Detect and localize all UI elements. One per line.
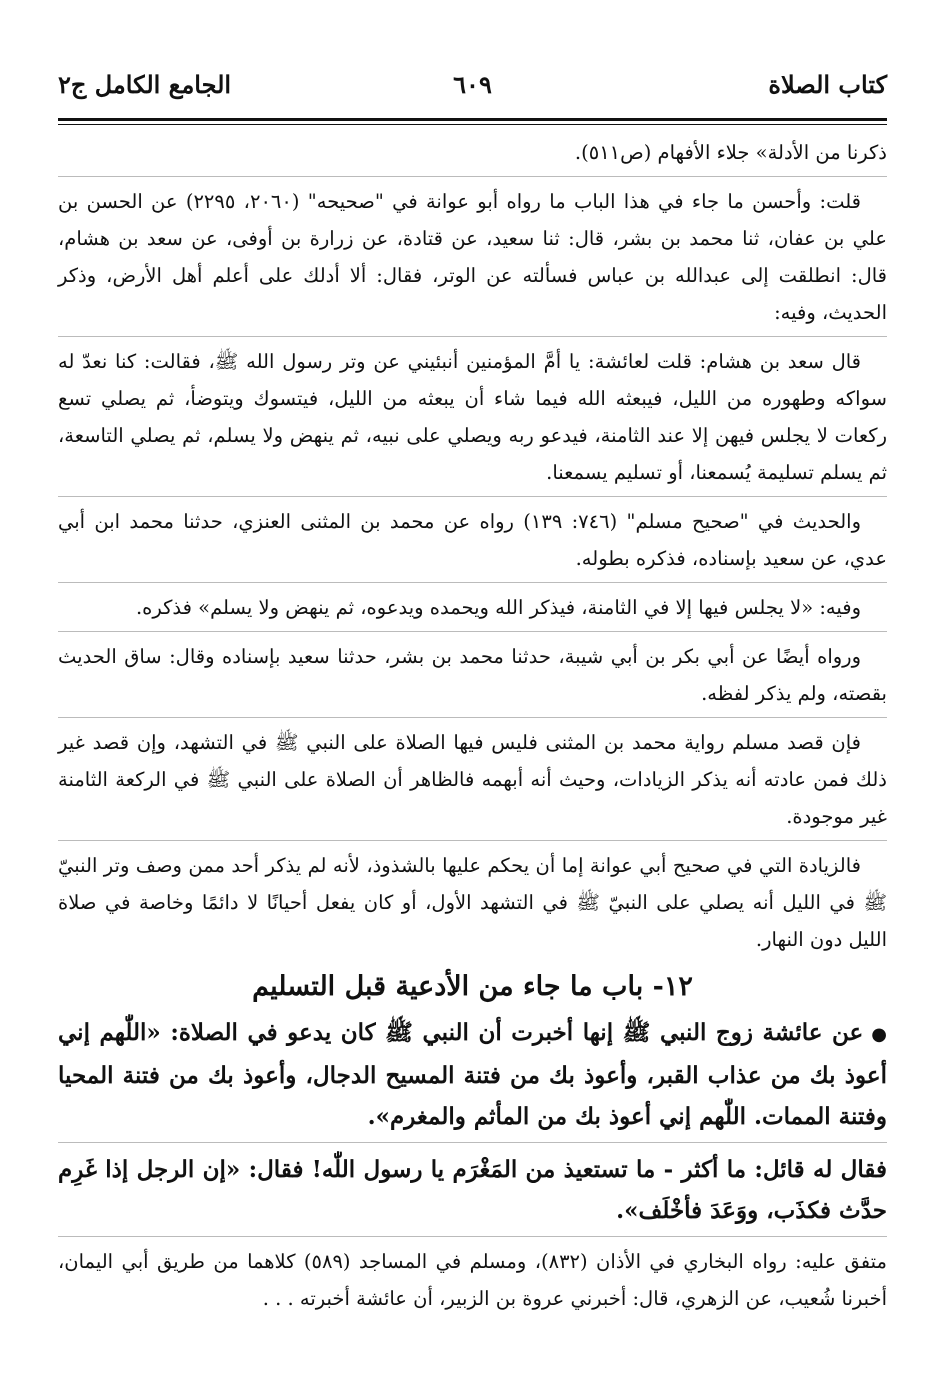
commentary-paragraph: فإن قصد مسلم رواية محمد بن المثنى فليس فيها الصلاة على النبي ﷺ في التشهد، وإن قصد غير ذلك فمن عادته أنه يذكر الزيادات، وحيث أنه أبهمه فالظاهر أن الصلاة على النبي ﷺ في الركعة الثامنة غير موجودة. [58,731,887,828]
hadith-body: عن عائشة زوج النبي ﷺ إنها أخبرت أن النبي ﷺ كان يدعو في الصلاة: «اللّٰهم إني أعوذ بك من عذاب القبر، وأعوذ بك من فتنة المسيح الدجال، وأعوذ بك من فتنة المحيا وفتنة الممات. اللّٰهم إني أعوذ بك من المأثم والمغرم». [58,1019,887,1130]
quoted-narration: قال سعد بن هشام: قلت لعائشة: يا أمَّ المؤمنين أنبئيني عن وتر رسول الله ﷺ، فقالت: كنا نعدّ له سواكه وطهوره من الليل، فيبعثه الله فيما شاء أن يبعثه من الليل، فيتسوك ويتوضأ، ثم يصلي تسع ركعات لا يجلس فيهن إلا عند الثامنة، فيدعو ربه ويصلي على نبيه، ثم ينهض ولا يسلم، ثم يصلي التاسعة، ثم يسلم تسليمة يُسمعنا، أو تسليم يسمعنا. [58,350,887,484]
paragraph-divider [58,631,887,632]
bullet-icon: ● [871,1024,887,1045]
paragraph-divider [58,582,887,583]
paragraph-divider [58,1142,887,1143]
commentary-paragraph: وفيه: «لا يجلس فيها إلا في الثامنة، فيذكر الله ويحمده ويدعوه، ثم ينهض ولا يسلم» فذكره. [135,596,861,619]
section-heading: ١٢- باب ما جاء من الأدعية قبل التسليم [252,971,693,1002]
paragraph-divider [58,1236,887,1237]
footnote-continuation: ذكرنا من الأدلة» جلاء الأفهام (ص٥١١). [574,141,887,164]
commentary-paragraph: فالزيادة التي في صحيح أبي عوانة إما أن يحكم عليها بالشذوذ، لأنه لم يذكر أحد ممن وصف وتر النبيّ ﷺ في الليل أنه يصلي على النبيّ ﷺ في التشهد الأول، أو كان يفعل أحيانًا لا دائمًا وخاصة في صلاة الليل دون النهار. [58,854,887,951]
running-header [58,66,887,106]
paragraph-divider [58,176,887,177]
commentary-paragraph: قلت: وأحسن ما جاء في هذا الباب ما رواه أبو عوانة في "صحيحه" (٢٠٦٠، ٢٢٩٥) عن الحسن بن علي بن عفان، ثنا محمد بن بشر، قال: ثنا سعيد، عن قتادة، عن زرارة بن أوفى، عن سعد بن هشام، قال: انطلقت إلى عبدالله بن عباس فسألته عن الوتر، فقال: ألا أدلك على أعلم أهل الأرض، وذكر الحديث، وفيه: [58,190,887,324]
page-number: ٦٠٩ [453,70,492,99]
header-rule-thick [58,118,887,121]
paragraph-divider [58,336,887,337]
commentary-paragraph: والحديث في "صحيح مسلم" (٧٤٦: ١٣٩) رواه عن محمد بن المثنى العنزي، حدثنا محمد ابن أبي عدي، عن سعيد بإسناده، فذكره بطوله. [58,510,887,570]
paragraph-divider [58,717,887,718]
takhrij-paragraph: متفق عليه: رواه البخاري في الأذان (٨٣٢)، ومسلم في المساجد (٥٨٩) كلاهما من طريق أبي اليمان، أخبرنا شُعيب، عن الزهري، قال: أخبرني عروة بن الزبير، أن عائشة أخبرته . . . [58,1250,887,1310]
header-rule-thin [58,124,887,125]
book-title: الجامع الكامل ج٢ [58,70,232,99]
chapter-title: كتاب الصلاة [768,70,887,99]
commentary-paragraph: ورواه أيضًا عن أبي بكر بن أبي شيبة، حدثنا محمد بن بشر، حدثنا سعيد بإسناده وقال: ساق الحديث بقصته، ولم يذكر لفظه. [58,645,887,705]
paragraph-divider [58,496,887,497]
hadith-text [58,1012,887,1137]
hadith-continuation: فقال له قائل: ما أكثر - ما تستعيذ من المَغْرَم يا رسول اللّٰه! فقال: «إن الرجل إذا غَرِم حدَّث فكذَب، ووَعَدَ فأخْلَف». [58,1156,887,1224]
paragraph-divider [58,840,887,841]
page-content [58,134,887,1317]
